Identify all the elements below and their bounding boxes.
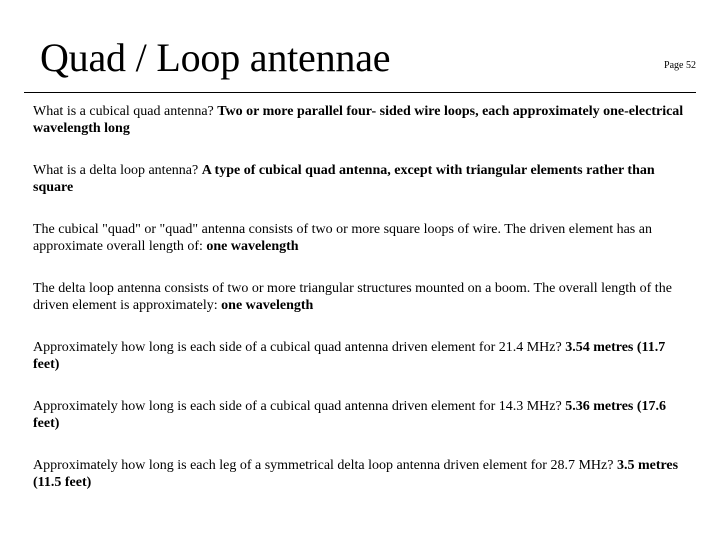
question-text: The cubical "quad" or "quad" antenna consists of two or more square loops of wire. The driven element has an approximate overall length of: (33, 222, 652, 254)
answer-text: Two or more parallel four- sided wire loops, each approximately one-electrical wavelength long (33, 104, 684, 136)
answer-text: 5.36 metres (17.6 feet) (33, 399, 667, 431)
page-number: Page 52 (664, 60, 696, 71)
qa-list (33, 0, 693, 540)
question-text: Approximately how long is each side of a cubical quad antenna driven element for 21.4 MHz? (33, 340, 566, 355)
question-text: Approximately how long is each side of a cubical quad antenna driven element for 14.3 MHz? (33, 399, 566, 414)
qa-item-quad-length (33, 221, 693, 255)
answer-text: 3.54 metres (11.7 feet) (33, 340, 666, 372)
qa-item-delta-loop (33, 162, 693, 196)
answer-text: one wavelength (206, 239, 299, 254)
qa-item-quad-21mhz (33, 339, 693, 373)
question-text: Approximately how long is each leg of a symmetrical delta loop antenna driven element for 28.7 MHz? (33, 458, 617, 473)
question-text: What is a delta loop antenna? (33, 163, 202, 178)
answer-text: A type of cubical quad antenna, except with triangular elements rather than square (33, 163, 655, 195)
question-text: What is a cubical quad antenna? (33, 104, 218, 119)
qa-item-cubical-quad (33, 103, 693, 137)
qa-item-delta-28mhz (33, 457, 693, 491)
qa-item-delta-length (33, 280, 693, 314)
answer-text: one wavelength (221, 298, 314, 313)
answer-text: 3.5 metres (11.5 feet) (33, 458, 679, 490)
qa-item-quad-14mhz (33, 398, 693, 432)
slide-title: Quad / Loop antennae (40, 35, 391, 80)
question-text: The delta loop antenna consists of two or more triangular structures mounted on a boom. The overall length of the driven element is approximately: (33, 281, 672, 313)
